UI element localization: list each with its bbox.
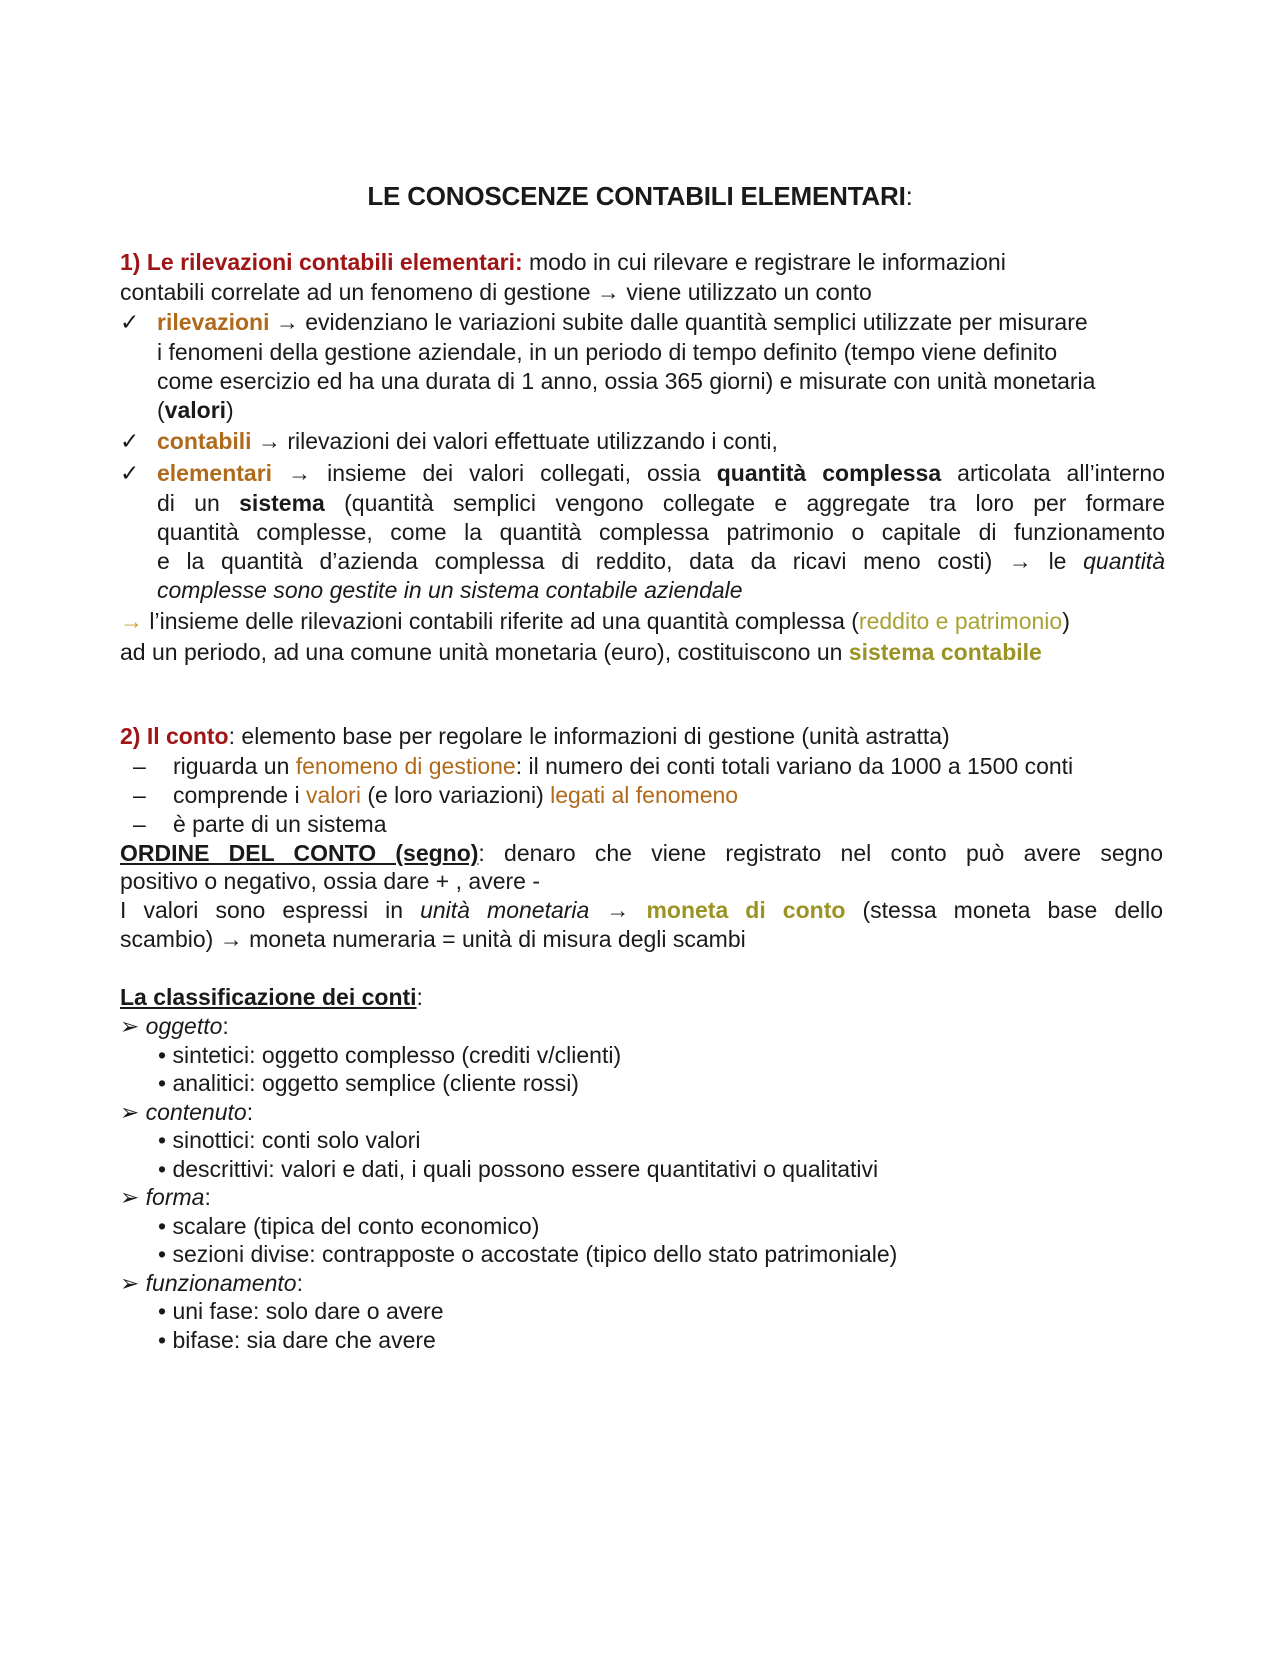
item-text: sezioni divise: contrapposte o accostate (tipico dello stato patrimoniale) [172, 1241, 898, 1267]
classification-group [120, 1182, 211, 1212]
item-text: analitici: oggetto semplice (cliente rossi) [172, 1070, 579, 1096]
text-span: : il numero dei conti totali variano da 1000 a 1500 conti [515, 753, 1074, 779]
conclusion-line-1 [120, 606, 1070, 636]
dash-icon: – [133, 811, 146, 837]
classification-item [158, 1239, 897, 1269]
classification-group [120, 1268, 303, 1298]
text-span: → evidenziano le variazioni subite dalle quantità semplici utilizzate per misurare [269, 309, 1088, 335]
valori-line-2: scambio) → moneta numeraria = unità di misura degli scambi [120, 926, 746, 952]
bullet-icon: • [158, 1326, 173, 1353]
keyword-rilevazioni: rilevazioni [157, 309, 270, 335]
arrowhead-bullet-icon: ➢ [120, 1184, 146, 1210]
section-1-intro-line-1 [120, 247, 1006, 277]
valori-line-1 [120, 895, 1163, 925]
classificazione-heading [120, 982, 423, 1012]
group-name: oggetto [145, 1013, 223, 1039]
text-span: l’insieme delle rilevazioni contabili riferite ad una quantità complessa ( [143, 608, 859, 634]
group-colon: : [296, 1269, 303, 1296]
check-icon: ✓ [120, 309, 140, 335]
text-span: fenomeno di gestione [295, 753, 516, 779]
text-span: reddito e patrimonio [858, 608, 1063, 634]
arrowhead-bullet-icon: ➢ [120, 1098, 146, 1125]
ordine-line-1 [120, 838, 1163, 868]
text-span: e la quantità d’azienda complessa di reddito, data da ricavi meno costi) → le [157, 548, 1084, 574]
group-colon: : [246, 1098, 254, 1125]
group-name: contenuto [145, 1098, 247, 1125]
text-span: : elemento base per regolare le informazioni di gestione (unità astratta) [228, 723, 950, 749]
text-span: unità monetaria [420, 897, 590, 923]
classification-item [158, 1325, 436, 1355]
section-2-heading: 2) Il conto [120, 723, 229, 749]
keyword-elementari: elementari [157, 460, 273, 486]
arrowhead-bullet-icon: ➢ [120, 1013, 146, 1039]
text-span: → insieme dei valori collegati, ossia [272, 460, 717, 486]
ordine-heading: ORDINE DEL CONTO (segno) [120, 840, 479, 866]
keyword-contabili: contabili [157, 428, 252, 454]
classification-item [158, 1154, 878, 1184]
text-span: (e loro variazioni) [360, 782, 551, 808]
page-title [0, 181, 1280, 212]
bullet-icon: • [158, 1070, 173, 1096]
title-text: LE CONOSCENZE CONTABILI ELEMENTARI [367, 181, 906, 211]
classification-item [158, 1125, 420, 1155]
check-icon: ✓ [120, 460, 140, 486]
dash-item-2 [173, 780, 738, 810]
text-span: ( [157, 397, 165, 423]
classification-group [120, 1097, 253, 1127]
keyword-sistema-contabile: sistema contabile [848, 639, 1042, 665]
title-colon: : [905, 181, 913, 211]
text-span: articolata all’interno [941, 460, 1165, 486]
text-span: complesse sono gestite in un sistema contabile aziendale [157, 577, 743, 603]
text-span: I valori sono espressi in [120, 897, 421, 923]
text-span: sistema [239, 490, 325, 516]
classification-group [120, 1011, 229, 1041]
classification-item [158, 1296, 444, 1326]
text-span: valori [305, 782, 361, 808]
ordine-line-2: positivo o negativo, ossia dare + , avere - [120, 868, 540, 894]
text-span: → rilevazioni dei valori effettuate utilizzando i conti, [251, 428, 778, 454]
classification-item [158, 1211, 539, 1241]
bullet-elementari-line-5 [157, 575, 743, 605]
bullet-icon: • [158, 1241, 173, 1267]
text-span: La classificazione dei conti [120, 984, 417, 1010]
text-span: : [416, 984, 423, 1010]
classification-item [158, 1040, 621, 1070]
section-2-intro [120, 721, 950, 751]
classification-item [158, 1068, 579, 1098]
bullet-rilevazioni-line-3: come esercizio ed ha una durata di 1 anno, ossia 365 giorni) e misurate con unità monetaria [157, 368, 1096, 394]
group-colon: : [204, 1184, 211, 1210]
text-span: (stessa moneta base dello [845, 897, 1163, 923]
bullet-rilevazioni-line-2: i fenomeni della gestione aziendale, in un periodo di tempo definito (tempo viene definito [157, 339, 1058, 365]
item-text: sintetici: oggetto complesso (crediti v/clienti) [172, 1041, 622, 1068]
item-text: sinottici: conti solo valori [172, 1127, 421, 1153]
bullet-elementari-line-3: quantità complesse, come la quantità complessa patrimonio o capitale di funzionamento [157, 519, 1165, 545]
bullet-rilevazioni-line-4 [157, 395, 234, 425]
text-span: (quantità semplici vengono collegate e aggregate tra loro per formare [324, 490, 1166, 516]
bullet-elementari-line-2 [157, 488, 1165, 518]
text-span: moneta di conto [646, 897, 846, 923]
text-span: legati al fenomeno [550, 782, 739, 808]
text-span: ) [1062, 608, 1070, 634]
text-span: : denaro che viene registrato nel conto può avere segno [478, 840, 1163, 866]
bullet-icon: • [158, 1041, 173, 1068]
arrow-right-icon: → [120, 608, 143, 634]
bullet-elementari-line-4 [157, 546, 1165, 576]
item-text: scalare (tipica del conto economico) [172, 1212, 540, 1239]
item-text: descrittivi: valori e dati, i quali possono essere quantitativi o qualitativi [172, 1155, 879, 1182]
text-span: di un [157, 490, 240, 516]
conclusion-line-2 [120, 637, 1042, 667]
bullet-icon: • [158, 1127, 173, 1153]
item-text: bifase: sia dare che avere [172, 1326, 436, 1353]
bullet-rilevazioni-line-1 [157, 307, 1088, 337]
bullet-icon: • [158, 1212, 173, 1239]
dash-item-1 [173, 751, 1073, 781]
dash-icon: – [133, 782, 146, 808]
group-colon: : [222, 1013, 229, 1039]
section-1-heading: 1) Le rilevazioni contabili elementari: [120, 249, 523, 275]
text-span: riguarda un [173, 753, 296, 779]
text-span: modo in cui rilevare e registrare le informazioni [522, 249, 1006, 275]
group-name: forma [145, 1184, 205, 1210]
group-name: funzionamento [145, 1269, 297, 1296]
bullet-icon: • [158, 1298, 173, 1324]
dash-icon: – [133, 753, 146, 779]
text-span: quantità [1083, 548, 1165, 574]
text-span: comprende i [173, 782, 306, 808]
text-span: quantità complessa [716, 460, 942, 486]
text-span: ad un periodo, ad una comune unità monetaria (euro), costituiscono un [120, 639, 849, 665]
text-span: → [589, 897, 647, 923]
dash-item-3: è parte di un sistema [173, 811, 387, 837]
bullet-contabili [157, 426, 778, 456]
section-1-intro-line-2: contabili correlate ad un fenomeno di gestione → viene utilizzato un conto [120, 279, 872, 305]
bullet-elementari-line-1 [157, 458, 1165, 488]
arrowhead-bullet-icon: ➢ [120, 1269, 146, 1296]
text-span: ) [226, 397, 234, 423]
item-text: uni fase: solo dare o avere [172, 1298, 444, 1324]
check-icon: ✓ [120, 428, 140, 454]
keyword-valori: valori [164, 397, 227, 423]
bullet-icon: • [158, 1155, 173, 1182]
